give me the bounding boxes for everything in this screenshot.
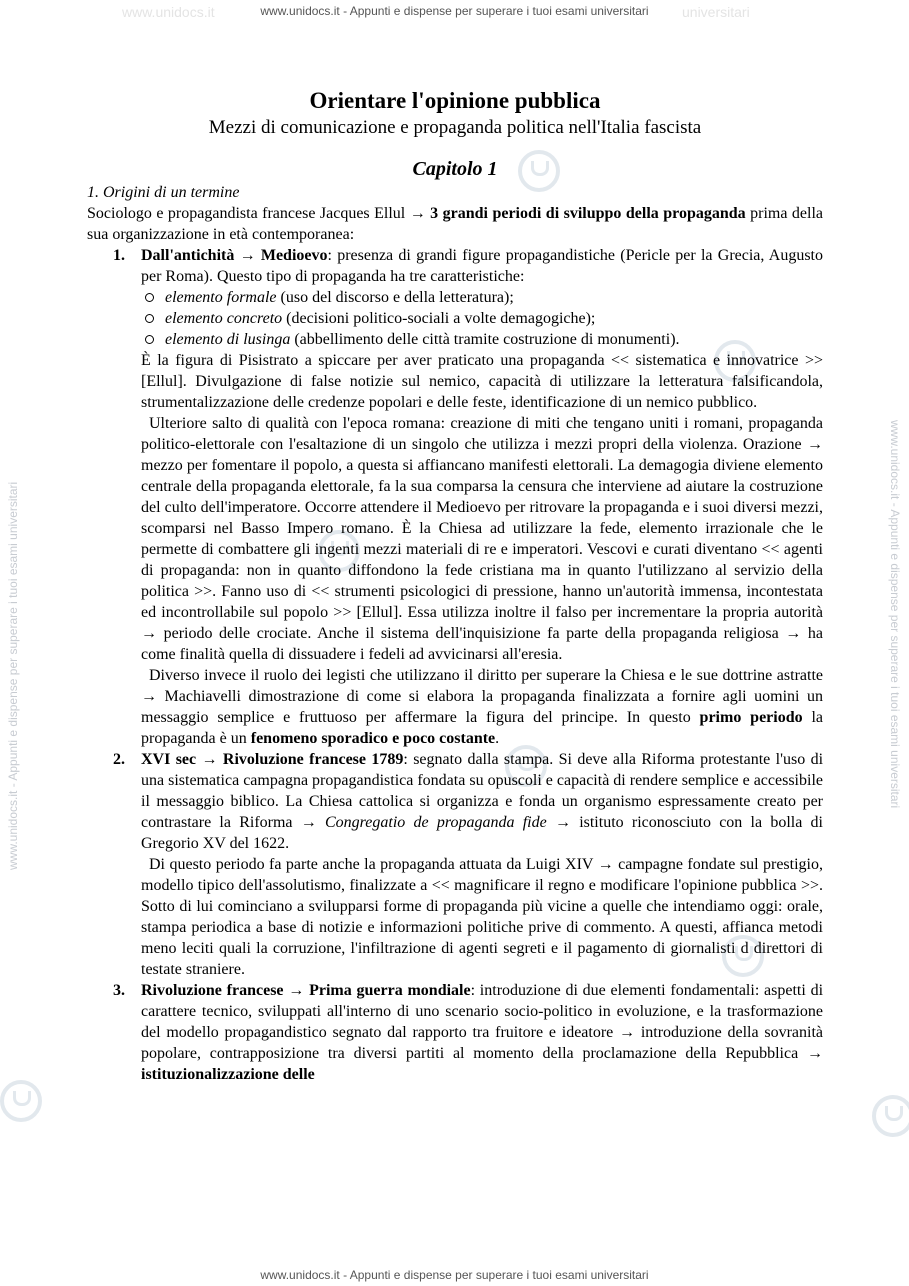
period-2-heading: XVI sec → Rivoluzione francese 1789 xyxy=(141,751,404,768)
trait-desc: (abbellimento delle città tramite costruzione di monumenti). xyxy=(290,331,680,348)
period-2-text: → istituto riconosciuto con la bolla di Gregorio XV del 1622. xyxy=(141,814,823,852)
trait-item xyxy=(141,308,823,329)
period-number: 3. xyxy=(113,982,125,999)
period-3-bold: istituzionalizzazione delle xyxy=(141,1066,315,1083)
intro-text: Sociologo e propagandista francese Jacques Ellul → xyxy=(87,205,431,222)
trait-term: elemento formale xyxy=(165,289,277,306)
watermark-side-left: www.unidocs.it - Appunti e dispense per superare i tuoi esami universitari xyxy=(6,481,20,870)
trait-term: elemento concreto xyxy=(165,310,283,327)
intro-bold: 3 grandi periodi di sviluppo della propaganda xyxy=(430,205,746,222)
document-page xyxy=(87,86,823,1085)
watermark-logo-icon xyxy=(872,1095,909,1137)
period-item-2 xyxy=(87,749,823,980)
p3-text: . xyxy=(495,730,500,747)
p3-text: la propaganda è un xyxy=(141,709,823,747)
watermark-footer: www.unidocs.it - Appunti e dispense per superare i tuoi esami universitari xyxy=(260,1268,649,1282)
traits-list xyxy=(141,287,823,350)
watermark-logo-icon xyxy=(0,1080,42,1122)
document-title: Orientare l'opinione pubblica xyxy=(309,88,601,113)
period-2-italic: Congregatio de propaganda fide xyxy=(324,814,547,831)
period-2-text: : segnato dalla stampa. Si deve alla Riforma protestante l'uso di una sistematica campagna propagandistica fondata su opuscoli e capacità di rendere semplice e accessibile il messaggio biblico. La Chiesa cattolica si organizza e fonda un organismo espressamente creato per contrastare la Riforma → xyxy=(141,751,824,831)
period-3-intro xyxy=(141,980,823,1085)
period-1-paragraph-2: Ulteriore salto di qualità con l'epoca romana: creazione di miti che tengano uniti i romani, propaganda politico-elettorale con l'esaltazione di un singolo che utilizza i mezzi propri della violenza. Orazione → mezzo per fomentare il popolo, a questa si affiancano manifesti elettorali. La demagogia diviene elemento centrale della propaganda elettorale, fa la sua comparsa la censura che interviene ad aiutare la costruzione del culto dell'imperatore. Occorre attendere il Medioevo per ritrovare la propaganda e i suoi diversi mezzi, scomparsi nel Basso Impero romano. È la Chiesa ad utilizzare la fede, elemento irrazionale che le permette di combattere gli ingenti mezzi materiali di re e imperatori. Vescovi e curati diventano << agenti di propaganda: non in quanto diffondono la fede cristiana ma in quanto l'utilizzano al servizio della politica >>. Fanno uso di << strumenti psicologici di pressione, hanno un'autorità immensa, incontestata ed incontrollabile sul popolo >> [Ellul]. Essa utilizza inoltre il falso per incrementare la propria autorità → periodo delle crociate. Anche il sistema dell'inquisizione fa parte della propaganda religiosa → ha come finalità quella di dissuadere i fedeli ad avvicinarsi all'eresia. xyxy=(141,415,823,663)
watermark-ghost-right: universitari xyxy=(682,4,750,20)
trait-item xyxy=(141,329,823,350)
chapter-heading: Capitolo 1 xyxy=(412,158,498,180)
period-item-1 xyxy=(87,245,823,749)
period-1-intro xyxy=(141,245,823,287)
circle-bullet-icon xyxy=(145,335,154,344)
periods-list xyxy=(87,245,823,1085)
period-1-heading: Dall'antichità → Medioevo xyxy=(141,247,328,264)
circle-bullet-icon xyxy=(145,314,154,323)
intro-paragraph xyxy=(87,203,823,245)
p3-text: Diverso invece il ruolo dei legisti che utilizzano il diritto per superare la Chiesa e le sue dottrine astratte → Machiavelli dimostrazione di come si elabora la propaganda finalizzata a fornire agli uomini un messaggio semplice e fruttuoso per affermare la figura del principe. In questo xyxy=(141,667,823,726)
period-item-3 xyxy=(87,980,823,1085)
period-2-intro xyxy=(141,749,823,854)
trait-desc: (decisioni politico-sociali a volte demagogiche); xyxy=(282,310,596,327)
period-1-text: : presenza di grandi figure propagandistiche (Pericle per la Grecia, Augusto per Roma). Questo tipo di propaganda ha tre caratteristiche: xyxy=(141,247,823,285)
circle-bullet-icon xyxy=(145,293,154,302)
period-3-heading: Rivoluzione francese → Prima guerra mondiale xyxy=(141,982,471,999)
trait-desc: (uso del discorso e della letteratura); xyxy=(276,289,514,306)
period-number: 2. xyxy=(113,751,125,768)
period-2-paragraph: Di questo periodo fa parte anche la propaganda attuata da Luigi XIV → campagne fondate sul prestigio, modello tipico dell'assolutismo, finalizzate a << magnificare il regno e modificare l'opinione pubblica >>. Sotto di lui cominciano a svilupparsi forme di propaganda più vicine a quelle che intendiamo oggi: orale, stampa periodica a base di notizie e informazioni politiche prive di commento. A questi, affianca metodi meno leciti quali la corruzione, l'infiltrazione di agenti segreti e il pagamento di giornalisti d direttori di testate straniere. xyxy=(141,856,823,978)
section-heading: 1. Origini di un termine xyxy=(87,184,240,201)
period-number: 1. xyxy=(113,247,125,264)
p3-bold: fenomeno sporadico e poco costante xyxy=(250,730,496,747)
watermark-header: www.unidocs.it - Appunti e dispense per superare i tuoi esami universitari xyxy=(260,4,649,18)
period-3-text: : introduzione di due elementi fondamentali: aspetti di carattere tecnico, sviluppati all'interno di uno scenario socio-politico in evoluzione, e la trasformazione del modello propagandistico segnato dal rapporto tra fruitore e ideatore → introduzione della sovranità popolare, contrapposizione tra diversi partiti al momento della proclamazione della Repubblica → xyxy=(141,982,824,1062)
period-1-paragraph-1: È la figura di Pisistrato a spiccare per aver praticato una propaganda << sistematica e innovatrice >> [Ellul]. Divulgazione di false notizie sul nemico, capacità di utilizzare la letteratura falsificandola, strumentalizzazione delle credenze popolari e delle feste, identificazione di un nemico pubblico. xyxy=(141,352,823,411)
period-1-paragraph-3 xyxy=(141,665,823,749)
intro-text-end: prima della sua organizzazione in età contemporanea: xyxy=(87,205,824,243)
trait-term: elemento di lusinga xyxy=(165,331,291,348)
p3-bold: primo periodo xyxy=(699,709,803,726)
trait-item xyxy=(141,287,823,308)
watermark-side-right: www.unidocs.it - Appunti e dispense per superare i tuoi esami universitari xyxy=(888,420,902,809)
document-subtitle: Mezzi di comunicazione e propaganda politica nell'Italia fascista xyxy=(208,117,702,138)
watermark-ghost-left: www.unidocs.it xyxy=(122,4,215,20)
